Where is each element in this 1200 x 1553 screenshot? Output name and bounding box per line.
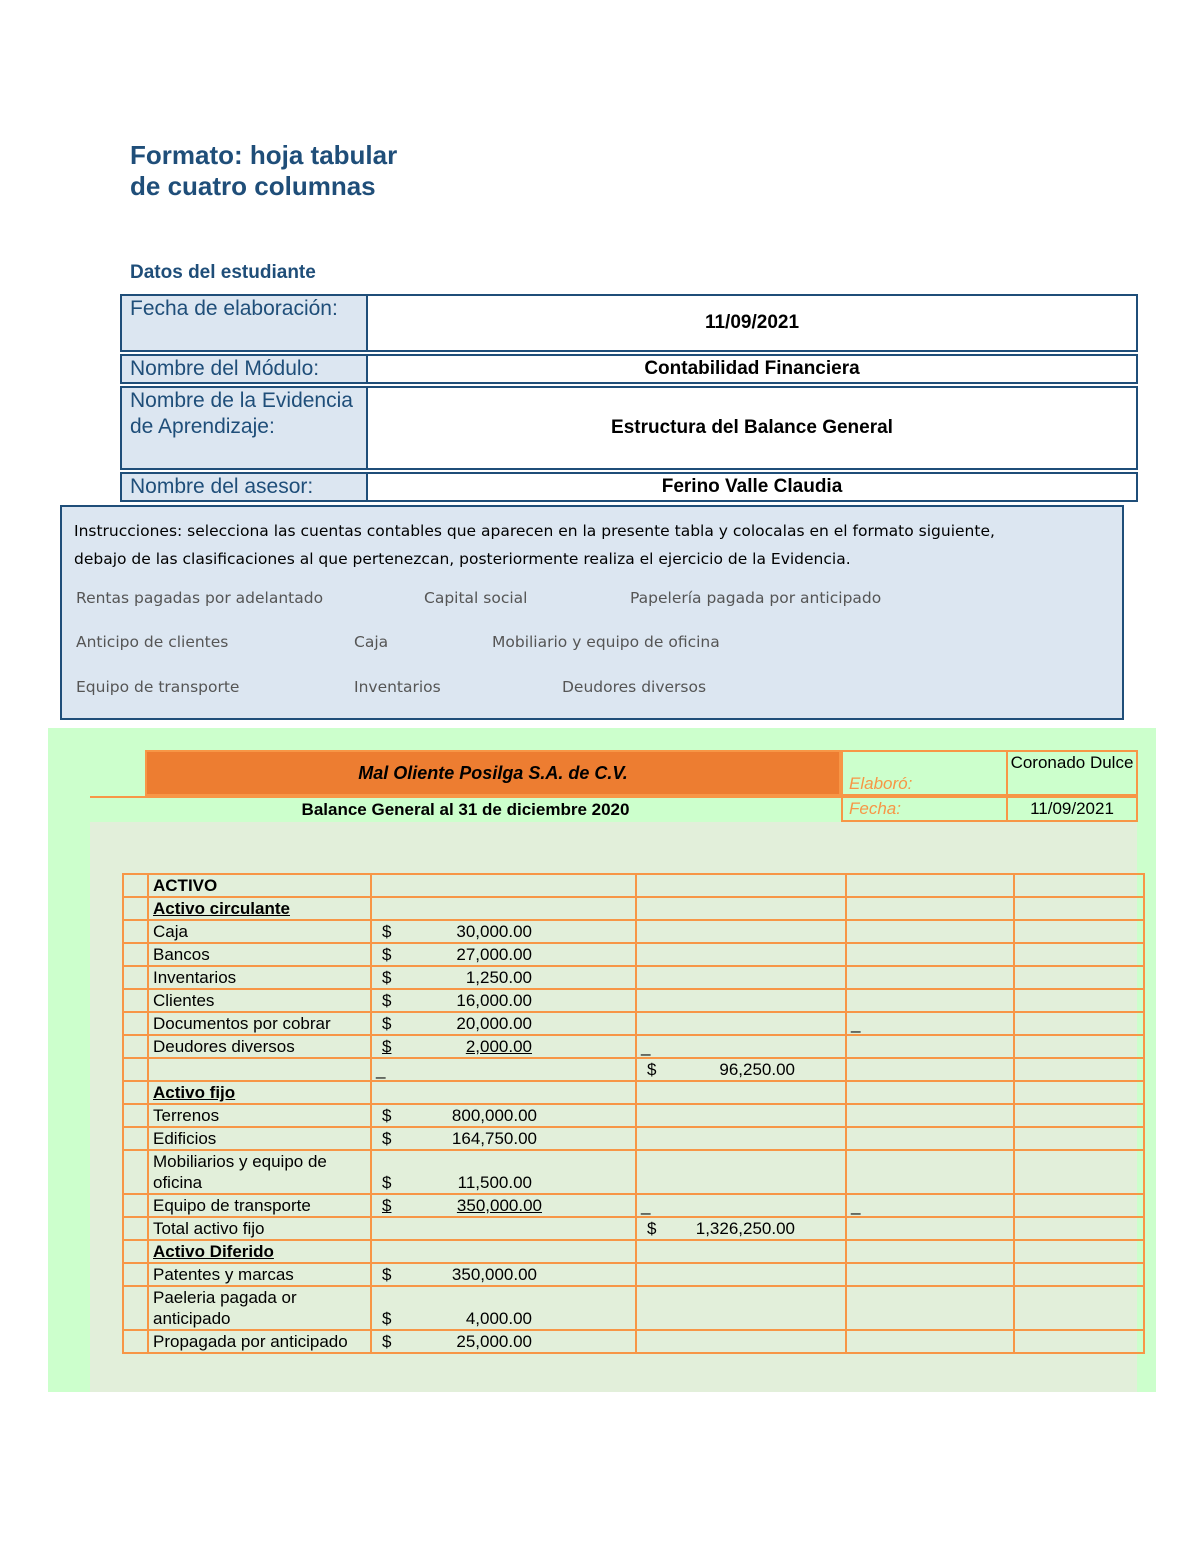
currency-sign: $ [382,968,392,987]
amount: 350,000.00 [456,1196,542,1215]
amount: 4,000.00 [465,1309,532,1328]
currency-sign: $ [382,1309,392,1328]
amount: 16,000.00 [456,991,532,1010]
account-option: Anticipo de clientes [76,633,229,651]
row-label: Deudores diversos [148,1035,371,1058]
currency-sign: $ [382,1196,392,1215]
student-value: 11/09/2021 [368,296,1136,350]
table-row [123,1330,1144,1353]
row-label: Total activo fijo [148,1217,371,1240]
table-row [123,1104,1144,1127]
amount: 800,000.00 [451,1106,537,1125]
student-row-modulo [120,354,1138,384]
table-row [123,874,1144,897]
row-label: Mobiliarios y equipo de oficina [148,1150,371,1194]
account-option: Inventarios [354,678,441,696]
currency-sign: $ [382,1014,392,1033]
amount: 27,000.00 [456,945,532,964]
amount: 1,250.00 [465,968,532,987]
student-row-asesor [120,472,1138,502]
account-option: Caja [354,633,389,651]
balance-title: Balance General al 31 de diciembre 2020 [90,796,841,822]
account-option: Papelería pagada por anticipado [630,589,882,607]
currency-sign: $ [382,1332,392,1351]
table-row [123,966,1144,989]
row-label: Clientes [148,989,371,1012]
row-label: Equipo de transporte [148,1194,371,1217]
table-row [123,1194,1144,1217]
row-label: Edificios [148,1127,371,1150]
row-label: Activo Diferido [148,1240,371,1263]
row-label: Paeleria pagada or anticipado [148,1286,371,1330]
table-row [123,920,1144,943]
elaboro-label: Elaboró: [841,750,1008,796]
row-label: ACTIVO [148,874,371,897]
table-row [123,989,1144,1012]
account-option: Rentas pagadas por adelantado [76,589,324,607]
account-option: Capital social [424,589,528,607]
amount: 11,500.00 [457,1173,532,1192]
dash-mark: _ [846,1194,1014,1217]
table-row [123,1150,1144,1194]
currency-sign: $ [382,1037,392,1056]
student-value: Contabilidad Financiera [368,356,1136,382]
currency-sign: $ [382,991,392,1010]
row-label: Activo circulante [148,897,371,920]
table-row [123,1035,1144,1058]
student-data-table [120,294,1138,502]
currency-sign: $ [647,1060,657,1079]
company-name: Mal Oliente Posilga S.A. de C.V. [145,750,841,796]
account-option: Mobiliario y equipo de oficina [492,633,720,651]
student-label: Fecha de elaboración: [122,296,368,350]
student-value: Estructura del Balance General [368,388,1136,468]
amount: 96,250.00 [719,1060,795,1079]
dash-mark: _ [846,1012,1014,1035]
student-row-evidencia [120,386,1138,470]
dash-mark: _ [371,1058,636,1081]
row-label: Inventarios [148,966,371,989]
student-value: Ferino Valle Claudia [368,474,1136,500]
row-label: Propagada por anticipado [148,1330,371,1353]
row-label: Documentos por cobrar [148,1012,371,1035]
currency-sign: $ [647,1219,657,1238]
amount: 25,000.00 [456,1332,532,1351]
instructions-line: debajo de las clasificaciones al que pertenezcan, posteriormente realiza el ejercicio de la Evidencia. [74,550,851,568]
row-label: Caja [148,920,371,943]
table-row [123,897,1144,920]
row-label: Activo fijo [148,1081,371,1104]
student-row-fecha [120,294,1138,352]
elaboro-value: Coronado Dulce [1006,750,1138,796]
section-subtitle: Datos del estudiante [130,262,316,283]
fecha-label: Fecha: [841,796,1008,822]
instructions-line: Instrucciones: selecciona las cuentas contables que aparecen en la presente tabla y colocalas en el formato siguiente, [74,522,995,540]
table-row [123,1286,1144,1330]
student-label: Nombre de la Evidencia de Aprendizaje: [122,388,368,468]
row-label: Patentes y marcas [148,1263,371,1286]
account-option: Equipo de transporte [76,678,240,696]
table-row [123,1012,1144,1035]
currency-sign: $ [382,1173,392,1192]
table-row [123,1081,1144,1104]
row-label: Bancos [148,943,371,966]
table-row [123,1127,1144,1150]
fecha-value: 11/09/2021 [1006,796,1138,822]
instructions-box [60,505,1124,720]
dash-mark: _ [636,1194,846,1217]
amount: 2,000.00 [465,1037,532,1056]
amount: 164,750.00 [451,1129,537,1148]
amount: 30,000.00 [456,922,532,941]
amount: 1,326,250.00 [695,1219,795,1238]
currency-sign: $ [382,1129,392,1148]
student-label: Nombre del Módulo: [122,356,368,382]
student-label: Nombre del asesor: [122,474,368,500]
table-row [123,1240,1144,1263]
page-title: Formato: hoja tabular de cuatro columnas [130,140,398,201]
currency-sign: $ [382,922,392,941]
table-row [123,1263,1144,1286]
table-row [123,1217,1144,1240]
currency-sign: $ [382,1265,392,1284]
row-label: Terrenos [148,1104,371,1127]
table-row [123,943,1144,966]
balance-table [122,873,1145,1354]
amount: 20,000.00 [456,1014,532,1033]
table-row [123,1058,1144,1081]
amount: 350,000.00 [451,1265,537,1284]
currency-sign: $ [382,1106,392,1125]
currency-sign: $ [382,945,392,964]
account-option: Deudores diversos [562,678,707,696]
dash-mark: _ [636,1035,846,1058]
